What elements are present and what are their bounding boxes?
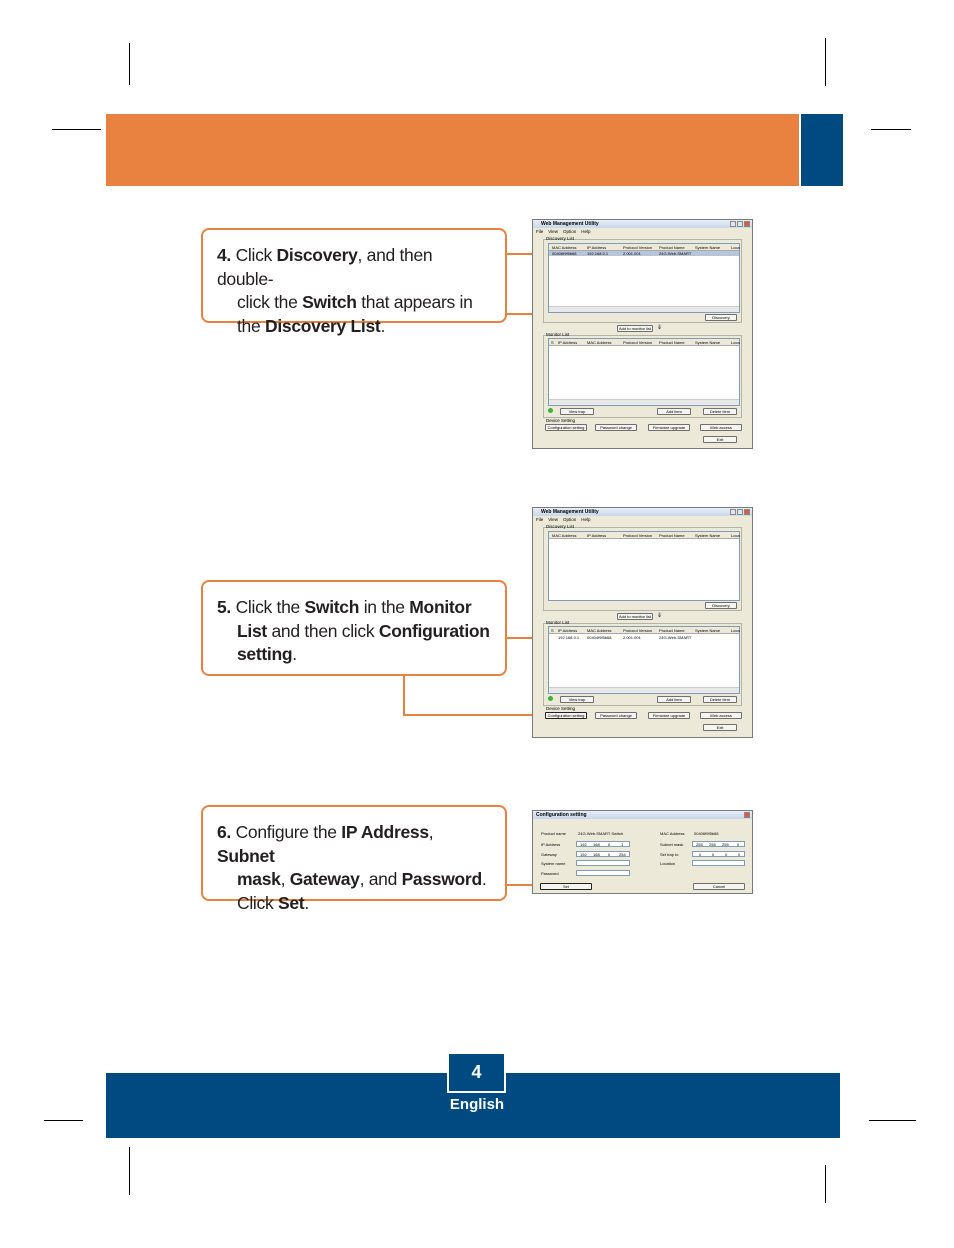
column-header[interactable]: MAC Address (587, 340, 612, 345)
discovery-label: Discovery List (546, 524, 575, 529)
octet: 0 (737, 842, 740, 847)
web-access-button[interactable]: Web access (700, 712, 742, 719)
octet: 255 (722, 842, 729, 847)
discovery-button[interactable]: Discovery (705, 602, 737, 609)
crop-mark (825, 1165, 826, 1203)
cell: 192.168.0.1 (587, 251, 609, 256)
monitor-label: Monitor List (546, 620, 570, 625)
exit-button[interactable]: Exit (703, 724, 737, 731)
text: Configure the (235, 822, 342, 842)
column-header[interactable]: Protocol Version (623, 245, 653, 250)
set-button[interactable]: Set (540, 883, 592, 890)
monitor-list[interactable] (548, 338, 740, 406)
crop-mark (129, 43, 130, 85)
step-6-callout (201, 805, 507, 913)
product-name-label: Product name (541, 831, 566, 836)
text: click the (237, 292, 303, 312)
text: Configuration (378, 620, 490, 641)
password-label: Password (541, 871, 559, 876)
location-label: Location (660, 861, 676, 866)
crop-mark (129, 1147, 130, 1195)
text: Discovery List (265, 315, 381, 336)
window-title: Web Management Utility (541, 221, 599, 227)
text: , (428, 822, 434, 842)
utility-window-2 (532, 507, 753, 738)
menu-file[interactable]: File (536, 517, 544, 522)
page-number: 4 (447, 1052, 506, 1093)
text: mask (237, 869, 281, 889)
firmware-upgrade-button[interactable]: Firmware upgrade (648, 424, 690, 431)
column-header[interactable]: Loca (731, 628, 740, 633)
firmware-upgrade-button[interactable]: Firmware upgrade (648, 712, 690, 719)
maximize-icon[interactable] (737, 509, 743, 515)
table-row[interactable] (549, 635, 739, 640)
horizontal-scrollbar[interactable] (549, 306, 739, 312)
column-header[interactable]: Protocol Version (623, 533, 653, 538)
text: , and (359, 869, 402, 889)
title-bar (533, 220, 752, 228)
title-bar (533, 811, 752, 819)
step-number: 5. (217, 597, 231, 617)
text: Password (401, 869, 482, 889)
subnet-mask-field[interactable] (692, 841, 745, 847)
text: in the (359, 597, 410, 617)
cell: 00404f9f5b68 (587, 635, 612, 640)
connector-line (403, 675, 405, 716)
step-number: 4. (217, 245, 231, 265)
column-header[interactable]: IP Address (558, 628, 578, 633)
device-setting-label: Device Setting (546, 706, 576, 711)
octet: 0 (608, 852, 611, 857)
text: List (237, 620, 267, 641)
cell: 192.168.0.1 (558, 635, 580, 640)
ip-address-label: IP Address (541, 842, 561, 847)
step-number: 6. (217, 822, 231, 842)
text: Discovery (276, 245, 358, 265)
configuration-setting-button[interactable]: Configuration setting (545, 424, 587, 431)
text: Switch (302, 292, 357, 312)
cell: 24G-Web-SMART (659, 251, 692, 256)
device-setting-label: Device Setting (546, 418, 576, 423)
delete-item-button[interactable]: Delete item (703, 408, 737, 415)
close-icon[interactable] (744, 812, 750, 818)
column-header[interactable]: Product Name (659, 628, 685, 633)
add-to-monitor-button[interactable]: Add to monitor list (618, 326, 651, 331)
configuration-dialog (532, 810, 753, 894)
list-header (549, 244, 739, 251)
text: Click (237, 892, 278, 913)
mac-address-label: MAC Address (660, 831, 685, 836)
step-4-callout (201, 228, 507, 336)
list-header (549, 339, 739, 346)
monitor-list[interactable] (548, 626, 740, 694)
view-trap-button[interactable]: View trap (560, 696, 594, 703)
password-change-button[interactable]: Password change (595, 712, 637, 719)
menu-help[interactable]: Help (581, 517, 591, 522)
text: and then click (266, 620, 379, 641)
discovery-list[interactable] (548, 531, 740, 601)
window-title: Configuration setting (536, 812, 587, 818)
view-trap-button[interactable]: View trap (560, 408, 594, 415)
text: Set (277, 892, 305, 913)
text: . (481, 869, 487, 889)
column-header[interactable]: System Name (695, 533, 721, 538)
menu-view[interactable]: View (548, 229, 558, 234)
mac-address-value: 00406f9f5b68 (694, 831, 719, 836)
column-header[interactable]: S (551, 340, 554, 345)
list-header (549, 627, 739, 634)
cell: 2.001.001 (623, 251, 641, 256)
status-led-icon (548, 408, 553, 413)
column-header[interactable]: MAC Address (552, 533, 577, 538)
octet: 0 (725, 852, 728, 857)
crop-mark (44, 1120, 83, 1121)
exit-button[interactable]: Exit (703, 436, 737, 443)
cancel-button[interactable]: Cancel (693, 883, 745, 890)
menu-file[interactable]: File (536, 229, 544, 234)
product-name-value: 24G-Web-SMART Switch (578, 831, 624, 836)
octet: 168 (593, 852, 600, 857)
text: the (237, 315, 265, 336)
column-header[interactable]: Product Name (659, 533, 685, 538)
text: Subnet (217, 845, 275, 866)
text: . (380, 315, 386, 336)
text: . (292, 644, 297, 664)
status-led-icon (548, 696, 553, 701)
ip-address-field[interactable] (576, 841, 630, 847)
set-trap-label: Set trap to (660, 852, 679, 857)
close-icon[interactable] (744, 221, 750, 227)
gateway-field[interactable] (576, 851, 630, 857)
header-orange-bar (106, 114, 799, 186)
text: Click (235, 245, 277, 265)
column-header[interactable]: Loca (731, 340, 740, 345)
close-icon[interactable] (744, 509, 750, 515)
text: Monitor (409, 597, 472, 617)
octet: 0 (738, 852, 741, 857)
horizontal-scrollbar[interactable] (549, 687, 739, 693)
connector-line (403, 714, 541, 716)
text: that appears in (356, 292, 473, 312)
crop-mark (825, 38, 826, 86)
column-header[interactable]: Protocol Version (623, 340, 653, 345)
step-5-callout (201, 580, 507, 676)
octet: 0 (699, 852, 702, 857)
column-header[interactable]: Product Name (659, 245, 685, 250)
horizontal-scrollbar[interactable] (549, 399, 739, 405)
location-field[interactable] (692, 860, 745, 866)
crop-mark (871, 129, 911, 130)
system-name-field[interactable] (576, 860, 630, 866)
octet: 1 (621, 842, 624, 847)
password-field[interactable] (576, 870, 630, 876)
menu-option[interactable]: Option (562, 229, 577, 234)
menu-option[interactable]: Option (562, 517, 577, 522)
language-label: English (449, 1096, 505, 1113)
list-header (549, 532, 739, 539)
text: , (280, 869, 290, 889)
octet: 255 (696, 842, 703, 847)
discovery-button[interactable]: Discovery (705, 314, 737, 321)
title-bar (533, 508, 752, 516)
minimize-icon[interactable] (730, 509, 736, 515)
add-item-button[interactable]: Add item (657, 696, 691, 703)
arrow-down-icon: ⇓ (657, 325, 663, 331)
configuration-setting-button[interactable]: Configuration setting (545, 712, 587, 719)
column-header[interactable]: System Name (695, 340, 721, 345)
add-item-button[interactable]: Add item (657, 408, 691, 415)
table-row[interactable] (549, 251, 739, 256)
add-to-monitor-button[interactable]: Add to monitor list (618, 614, 651, 619)
delete-item-button[interactable]: Delete item (703, 696, 737, 703)
monitor-label: Monitor List (546, 332, 570, 337)
cell: 00406f9f5b68 (552, 251, 577, 256)
discovery-label: Discovery List (546, 236, 575, 241)
column-header[interactable]: Loca (731, 245, 740, 250)
column-header[interactable]: S (551, 628, 554, 633)
crop-mark (869, 1120, 916, 1121)
discovery-list[interactable] (548, 243, 740, 313)
menu-bar (536, 229, 595, 234)
text: setting (237, 644, 293, 664)
text: IP Address (341, 822, 429, 842)
octet: 255 (709, 842, 716, 847)
cell: 24G-Web-SMART (659, 635, 692, 640)
maximize-icon[interactable] (737, 221, 743, 227)
window-title: Web Management Utility (541, 509, 599, 515)
octet: 168 (593, 842, 600, 847)
column-header[interactable]: Product Name (659, 340, 685, 345)
web-access-button[interactable]: Web access (700, 424, 742, 431)
octet: 0 (712, 852, 715, 857)
menu-view[interactable]: View (548, 517, 558, 522)
password-change-button[interactable]: Password change (595, 424, 637, 431)
column-header[interactable]: MAC Address (587, 628, 612, 633)
cell: 2.001.001 (623, 635, 641, 640)
text: Gateway (289, 869, 360, 889)
menu-bar (536, 517, 595, 522)
utility-window-1 (532, 219, 753, 449)
column-header[interactable]: Loca (731, 533, 740, 538)
octet: 254 (619, 852, 626, 857)
text: Click the (235, 597, 305, 617)
octet: 0 (608, 842, 611, 847)
arrow-down-icon: ⇓ (657, 613, 663, 619)
column-header[interactable]: IP Address (587, 245, 607, 250)
column-header[interactable]: Protocol Version (623, 628, 653, 633)
system-name-label: System name (541, 861, 566, 866)
menu-help[interactable]: Help (581, 229, 591, 234)
column-header[interactable]: System Name (695, 245, 721, 250)
column-header[interactable]: MAC Address (552, 245, 577, 250)
text: Switch (304, 597, 360, 617)
header-blue-block (801, 114, 843, 186)
minimize-icon[interactable] (730, 221, 736, 227)
crop-mark (52, 129, 101, 130)
set-trap-field[interactable] (692, 851, 745, 857)
octet: 192 (580, 852, 587, 857)
text: , and then double- (217, 245, 433, 289)
column-header[interactable]: IP Address (558, 340, 578, 345)
gateway-label: Gateway (541, 852, 557, 857)
column-header[interactable]: System Name (695, 628, 721, 633)
column-header[interactable]: IP Address (587, 533, 607, 538)
octet: 192 (580, 842, 587, 847)
text: . (304, 892, 309, 913)
subnet-mask-label: Subnet mask (660, 842, 684, 847)
